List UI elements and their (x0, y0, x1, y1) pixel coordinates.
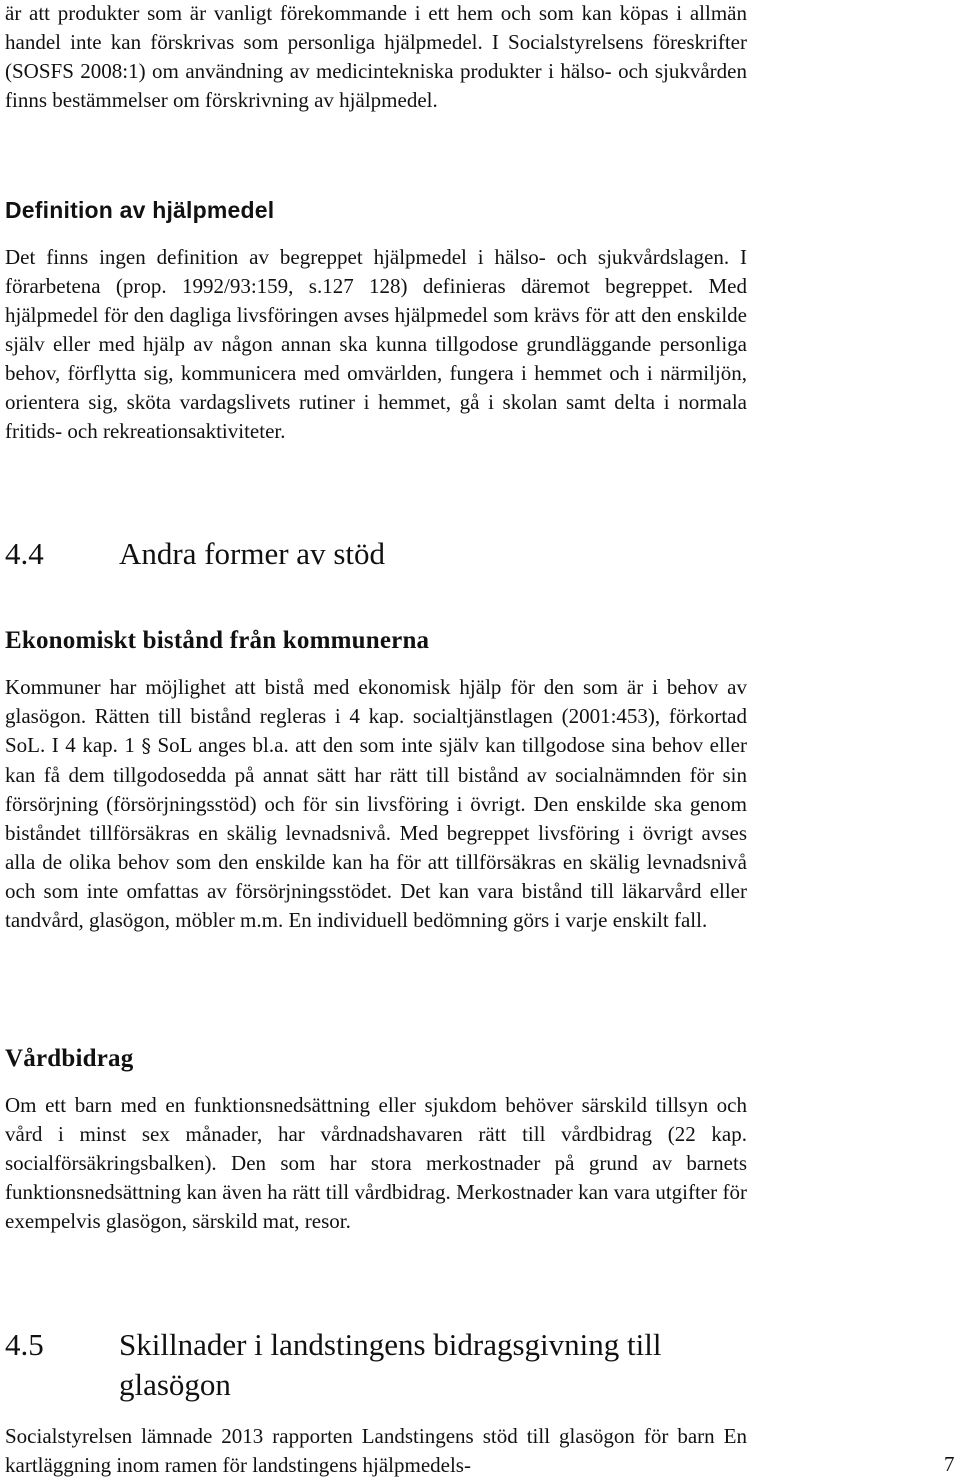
definition-paragraph: Det finns ingen definition av begreppet hjälpmedel i hälso- och sjukvårdslagen. I förarbetena (prop. 1992/93:159, s.127 128) definieras däremot begreppet. Med hjälpmedel för den dagliga livsföringen avses hjälpmedel som krävs för att den enskilde själv eller med hjälp av någon annan ska kunna tillgodose grundläggande personliga behov, förflytta sig, kommunicera med omvärlden, fungera i hemmet och i närmiljön, orientera sig, sköta vardagslivets rutiner i hemmet, gå i skolan samt delta i normala fritids- och rekreationsaktiviteter. (5, 245, 747, 443)
heading-vardbidrag: Vårdbidrag (5, 1045, 134, 1072)
chapter-heading-4-5 (5, 1325, 719, 1405)
intro-line-2: I Socialstyrelsens föreskrifter (SOSFS 2008:1) om användning av medicintekniska produkter i hälso- och sjukvården finns bestämmelser om förskrivning av hjälpmedel. (5, 30, 747, 112)
page-number: 7 (944, 1452, 955, 1476)
intro-paragraph (5, 0, 747, 115)
ekonomiskt-text-1: Kommuner har möjlighet att bistå med ekonomisk hjälp för den som är i behov av glasögon. Rätten till bistånd regleras i 4 kap. socialtjänstlagen (2001:453), förkortad SoL. I 4 kap. 1 (5, 675, 747, 757)
heading-ekonomiskt-bistand: Ekonomiskt bistånd från kommunerna (5, 627, 430, 654)
intro-line-1: är att produkter som är vanligt förekommande i ett hem och som kan köpas i allmän handel inte kan förskrivas som personliga hjälpmedel. (5, 1, 747, 54)
chapter-heading-4-4 (5, 534, 719, 574)
section-symbol: § (141, 735, 151, 757)
chapter-title: Skillnader i landstingens bidragsgivning till glasögon (119, 1327, 662, 1402)
vardbidrag-paragraph: Om ett barn med en funktionsnedsättning eller sjukdom behöver särskild tillsyn och vård i minst sex månader, har vårdnadshavaren rätt till vårdbidrag (22 kap. socialförsäkringsbalken). Den som har stora merkostnader på grund av barnets funktionsnedsättning kan även ha rätt till vårdbidrag. Merkostnader kan vara utgifter för exempelvis glasögon, särskild mat, resor. (5, 1093, 747, 1233)
ekonomiskt-paragraph (5, 673, 747, 935)
bottom-paragraph: Socialstyrelsen lämnade 2013 rapporten Landstingens stöd till glasögon för barn En kartläggning inom ramen för landstingens hjälpmedels- (5, 1424, 747, 1477)
chapter-number: 4.4 (5, 536, 44, 571)
chapter-number: 4.5 (5, 1327, 44, 1362)
ekonomiskt-text-2: SoL anges bl.a. att den som inte själv kan tillgodose sina behov eller kan få dem tillgodosedda på annat sätt har rätt till bistånd av socialnämnden för sin försörjning (försörjningsstöd) och för sin livsföring i övrigt. Den enskilde ska genom biståndet tillförsäkras en skälig levnadsnivå. Med begreppet livsföring i övrigt avses alla de olika behov som den enskilde kan ha för att tillförsäkras en skälig levnadsnivå och som inte omfattas av försörjningsstödet. Det kan vara bistånd till läkarvård eller tandvård, glasögon, möbler m.m. En individuell bedömning görs i varje enskilt fall. (5, 733, 747, 932)
heading-definition: Definition av hjälpmedel (5, 197, 275, 223)
chapter-title: Andra former av stöd (119, 536, 385, 571)
